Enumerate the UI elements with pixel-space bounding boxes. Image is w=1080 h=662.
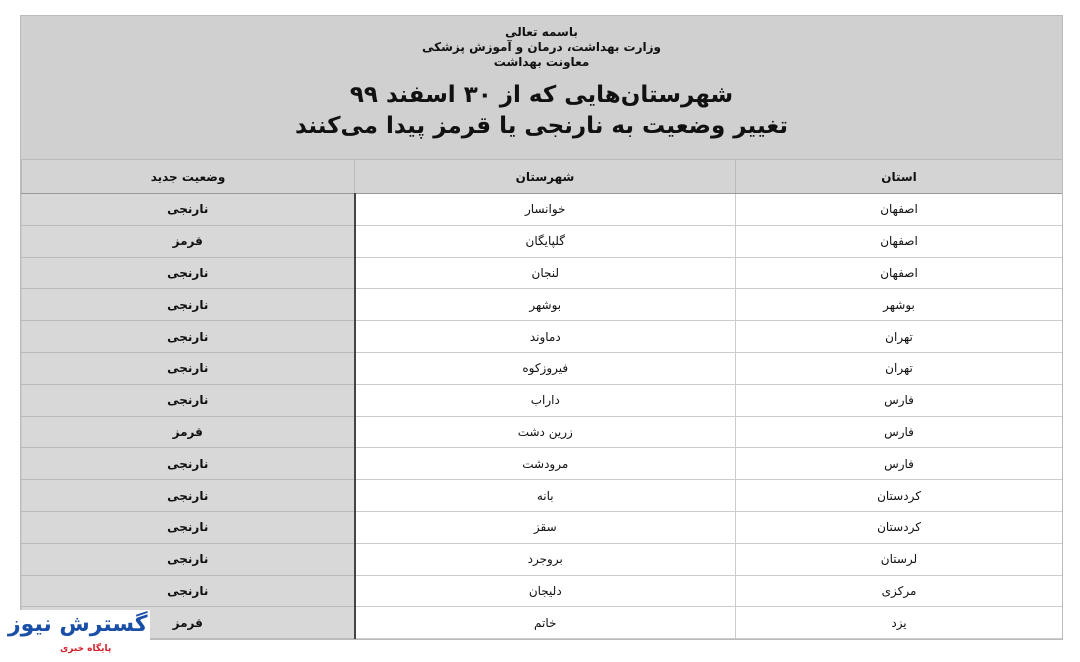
cell-status: نارنجی <box>22 448 355 480</box>
cell-province: اصفهان <box>736 257 1063 289</box>
table-header-row <box>22 160 1063 194</box>
document <box>20 15 1063 640</box>
cell-city: مرودشت <box>355 448 736 480</box>
cell-province: تهران <box>736 352 1063 384</box>
cell-city: خوانسار <box>355 194 736 226</box>
table-row <box>22 575 1063 607</box>
cell-city: گلپایگان <box>355 225 736 257</box>
table-row <box>22 352 1063 384</box>
cell-status: قرمز <box>22 607 355 639</box>
department-name: معاونت بهداشت <box>493 55 590 69</box>
cell-city: بانه <box>355 480 736 512</box>
news-logo <box>0 610 150 662</box>
table-row <box>22 384 1063 416</box>
cell-province: یزد <box>736 607 1063 639</box>
cell-city: فیروزکوه <box>355 352 736 384</box>
document-header <box>21 16 1062 160</box>
cell-status: نارنجی <box>22 194 355 226</box>
cell-status: نارنجی <box>22 575 355 607</box>
cell-city: زرین دشت <box>355 416 736 448</box>
table-row <box>22 194 1063 226</box>
cell-province: اصفهان <box>736 194 1063 226</box>
cities-table <box>21 160 1062 639</box>
cell-status: نارنجی <box>22 352 355 384</box>
title-line-1: شهرستان‌هایی که از ۳۰ اسفند ۹۹ <box>349 82 734 108</box>
table-row <box>22 607 1063 639</box>
title-line-2: تغییر وضعیت به نارنجی یا قرمز پیدا می‌کنند <box>295 113 788 139</box>
table-row <box>22 448 1063 480</box>
cell-city: دلیجان <box>355 575 736 607</box>
table-row <box>22 543 1063 575</box>
table-row <box>22 321 1063 353</box>
cell-province: فارس <box>736 384 1063 416</box>
cell-city: خاتم <box>355 607 736 639</box>
cell-province: بوشهر <box>736 289 1063 321</box>
cell-province: کردستان <box>736 480 1063 512</box>
cell-province: مرکزی <box>736 575 1063 607</box>
logo-name: گسترش نیوز <box>8 612 148 637</box>
cell-city: سقز <box>355 511 736 543</box>
cell-province: تهران <box>736 321 1063 353</box>
cell-city: لنجان <box>355 257 736 289</box>
cell-city: دماوند <box>355 321 736 353</box>
cell-province: لرستان <box>736 543 1063 575</box>
column-header-province: استان <box>736 160 1063 194</box>
cell-status: نارنجی <box>22 543 355 575</box>
cell-status: نارنجی <box>22 480 355 512</box>
cell-city: داراب <box>355 384 736 416</box>
table-row <box>22 511 1063 543</box>
table-row <box>22 480 1063 512</box>
cell-status: قرمز <box>22 416 355 448</box>
column-header-city: شهرستان <box>355 160 736 194</box>
table-row <box>22 257 1063 289</box>
cell-status: نارنجی <box>22 384 355 416</box>
cell-status: نارنجی <box>22 321 355 353</box>
cell-province: فارس <box>736 416 1063 448</box>
cell-province: فارس <box>736 448 1063 480</box>
ministry-name: وزارت بهداشت، درمان و آموزش پزشکی <box>422 40 661 54</box>
table-row <box>22 416 1063 448</box>
invocation: باسمه تعالی <box>505 25 578 39</box>
logo-tagline: پایگاه خبری <box>60 644 112 654</box>
cell-city: بروجرد <box>355 543 736 575</box>
cell-city: بوشهر <box>355 289 736 321</box>
cell-status: نارنجی <box>22 289 355 321</box>
cell-status: نارنجی <box>22 511 355 543</box>
cell-status: قرمز <box>22 225 355 257</box>
cell-status: نارنجی <box>22 257 355 289</box>
table-row <box>22 289 1063 321</box>
cell-province: کردستان <box>736 511 1063 543</box>
cell-province: اصفهان <box>736 225 1063 257</box>
table-row <box>22 225 1063 257</box>
column-header-status: وضعیت جدید <box>22 160 355 194</box>
